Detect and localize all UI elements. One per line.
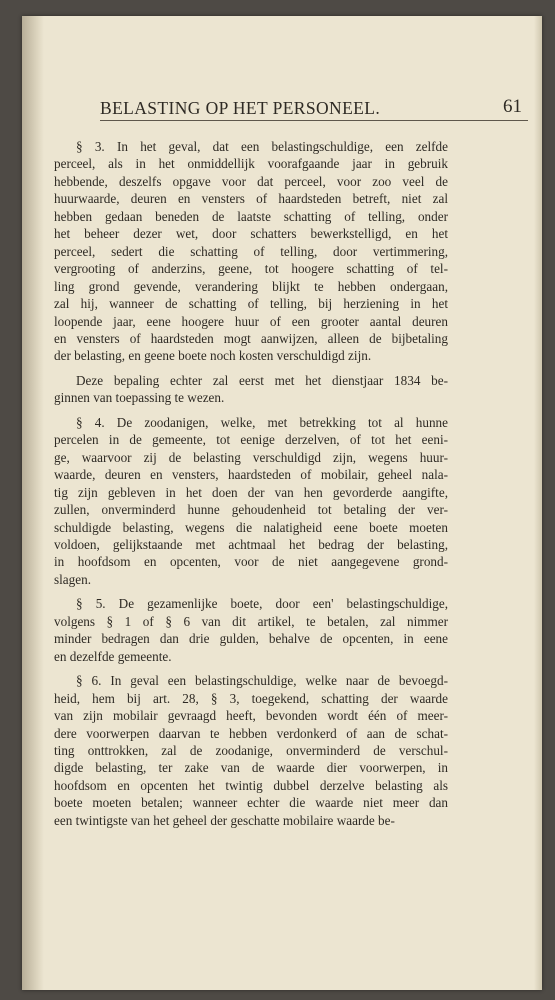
text-line: een twintigste van het geheel der geschatte mobilaire waarde be- [54,812,395,828]
page-header [100,90,528,120]
text-line: percelen in de gemeente, tot eenige derzelven, of tot het eeni- [54,432,448,448]
text-line: en dezelfde gemeente. [54,648,172,664]
paragraph-5 [54,672,448,829]
header-rule [100,120,528,121]
text-line: heid, hem bij art. 28, § 3, toegekend, schatting der waarde [54,690,448,706]
text-line: en vensters of haardsteden mogt aanwijzen, alleen de bijbetaling [54,330,448,346]
text-line: schuldigde belasting, wegens die nalatigheid eene boete moeten [54,519,448,535]
body-text [54,138,448,836]
text-line: in hoofdsom en opcenten, voor de niet aangegevene grond- [54,554,448,570]
page-gutter-shadow [22,16,44,990]
text-line: loopende jaar, eene hoogere huur of een grooter aantal deuren [54,313,448,329]
text-line: hebbende, deszelfs opgave voor dat perceel, voor zoo veel de [54,173,448,189]
text-line: § 4. De zoodanigen, welke, met betrekking tot al hunne [76,414,448,430]
text-line: voldoen, gelijkstaande met achtmaal het bedrag der belasting, [54,536,448,552]
text-line: waarde, deuren en vensters, haardsteden of mobilair, geheel nala- [54,467,448,483]
text-line: slagen. [54,571,91,587]
text-line: ge, waarvoor zij de belasting verschuldigd zijn, wegens huur- [54,449,448,465]
page-number: 61 [503,96,522,117]
text-line: hoofdsom en opcenten het twintig dubbel derzelve belasting als [54,777,448,793]
text-line: dere voorwerpen daarvan te hebben verdonkerd of aan de schat- [54,725,448,741]
text-line: digde belasting, ter zake van de waarde dier voorwerpen, in [54,760,448,776]
text-line: zullen, onverminderd hunne gehoudenheid tot betaling der ver- [54,502,448,518]
paragraph-4 [54,595,448,665]
running-title: BELASTING OP HET PERSONEEL. [100,98,381,118]
text-line: Deze bepaling echter zal eerst met het dienstjaar 1834 be- [76,372,448,388]
text-line: perceel, als in het onmiddellijk voorafgaande jaar in gebruik [54,156,448,172]
text-line: zal hij, wanneer de schatting of telling, bij herziening in het [54,296,448,312]
paragraph-3 [54,414,448,589]
page-edge [534,16,542,990]
text-line: § 5. De gezamenlijke boete, door een' belastingschuldige, [76,596,448,612]
text-line: het beheer dezer wet, door schatters bewerkstelligd, en het [54,226,448,242]
text-line: ginnen van toepassing te wezen. [54,390,225,406]
text-line: van zijn mobilair gevraagd heeft, bevonden wordt één of meer- [54,708,448,724]
text-line: ting onttrokken, zal de zoodanige, onverminderd de verschul- [54,742,448,758]
paragraph-2 [54,372,448,407]
text-line: § 6. In geval een belastingschuldige, welke naar de bevoegd- [76,673,448,689]
text-line: der belasting, en geene boete noch kosten verschuldigd zijn. [54,348,372,364]
text-line: vergrooting of anderzins, geene, tot hoogere schatting of tel- [54,261,448,277]
text-line: tig zijn gebleven in het doen der van hen gevorderde aangifte, [54,484,448,500]
text-line: minder bedragen dan drie gulden, behalve de opcenten, in eene [54,631,448,647]
text-line: § 3. In het geval, dat een belastingschuldige, een zelfde [76,139,448,154]
text-line: perceel, sedert die schatting of telling, door vertimmering, [54,243,448,259]
text-line: volgens § 1 of § 6 van dit artikel, te betalen, zal nimmer [54,613,448,629]
book-page [22,16,542,990]
paragraph-1 [54,138,448,365]
text-line: hebben gedaan beneden de laatste schatting of telling, onder [54,208,448,224]
text-line: huurwaarde, deuren en vensters of haardsteden betreft, niet zal [54,191,448,207]
text-line: ling grond gevende, verandering blijkt te hebben ondergaan, [54,278,448,294]
text-line: boete moeten betalen; wanneer echter die waarde niet meer dan [54,795,448,811]
